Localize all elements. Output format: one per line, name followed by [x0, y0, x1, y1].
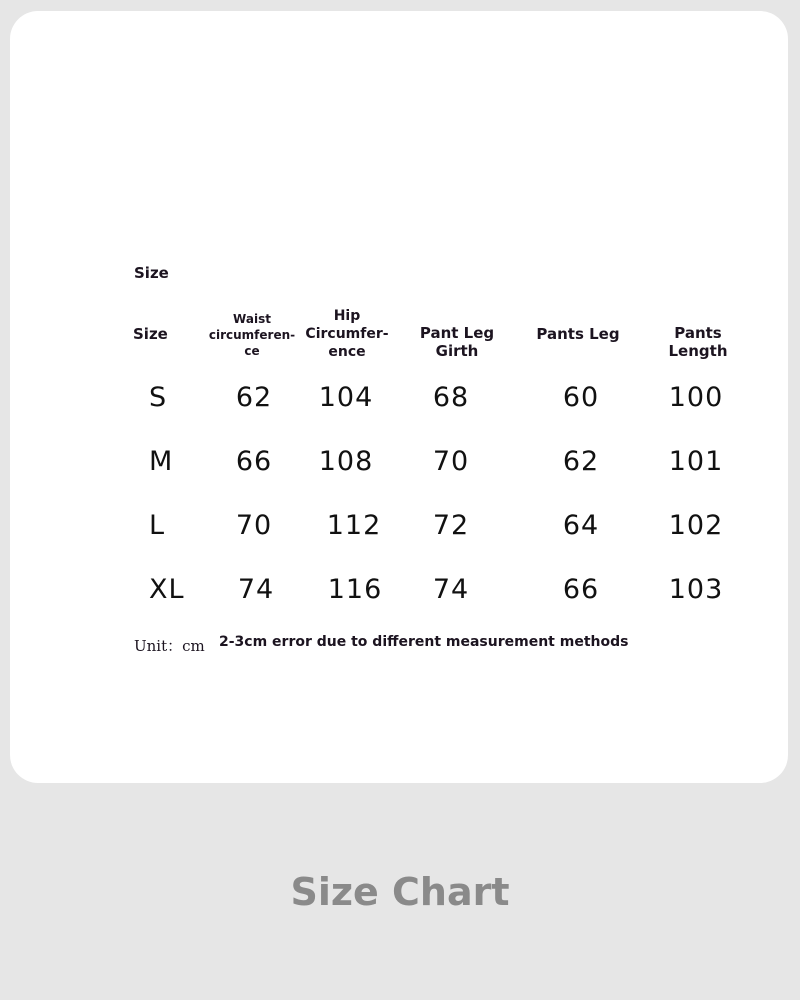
header-size: Size	[133, 325, 168, 343]
cell-waist: 70	[235, 510, 273, 541]
cell-hip: 116	[327, 574, 383, 605]
cell-leg: 62	[562, 446, 600, 477]
footer-title: Size Chart	[290, 870, 510, 914]
cell-girth: 74	[432, 574, 470, 605]
cell-length: 102	[668, 510, 724, 541]
header-waist	[207, 311, 297, 359]
table-row	[0, 506, 800, 546]
cell-girth: 70	[432, 446, 470, 477]
header-waist-line-1: Waist	[233, 312, 271, 326]
cell-waist: 74	[237, 574, 275, 605]
cell-waist: 62	[235, 382, 273, 413]
cell-waist: 66	[235, 446, 273, 477]
header-pants-length: Pants Length	[668, 324, 728, 360]
cell-girth: 68	[432, 382, 470, 413]
header-pant-leg-girth: Pant Leg Girth	[419, 324, 495, 360]
table-row	[0, 570, 800, 610]
unit-label: Unit：cm	[134, 637, 205, 655]
cell-hip: 112	[326, 510, 382, 541]
cell-hip: 108	[318, 446, 374, 477]
cell-leg: 60	[562, 382, 600, 413]
cell-size: M	[149, 446, 174, 477]
table-row	[0, 378, 800, 418]
cell-size: L	[149, 510, 166, 541]
cell-hip: 104	[318, 382, 374, 413]
cell-length: 100	[668, 382, 724, 413]
section-label: Size	[134, 264, 169, 282]
cell-size: XL	[149, 574, 185, 605]
cell-leg: 66	[562, 574, 600, 605]
header-hip-line-3: ence	[328, 344, 366, 360]
header-waist-line-3: ce	[244, 344, 260, 358]
cell-length: 101	[668, 446, 724, 477]
cell-girth: 72	[432, 510, 470, 541]
cell-leg: 64	[562, 510, 600, 541]
table-row	[0, 442, 800, 482]
cell-length: 103	[668, 574, 724, 605]
cell-size: S	[149, 382, 168, 413]
header-waist-line-2: circumferen-	[208, 328, 296, 342]
measurement-note: 2-3cm error due to different measurement methods	[219, 634, 629, 650]
header-pants-leg: Pants Leg	[536, 325, 620, 343]
header-hip-line-2: Circumfer-	[305, 326, 389, 342]
header-hip	[302, 307, 392, 361]
header-hip-line-1: Hip	[333, 308, 361, 324]
